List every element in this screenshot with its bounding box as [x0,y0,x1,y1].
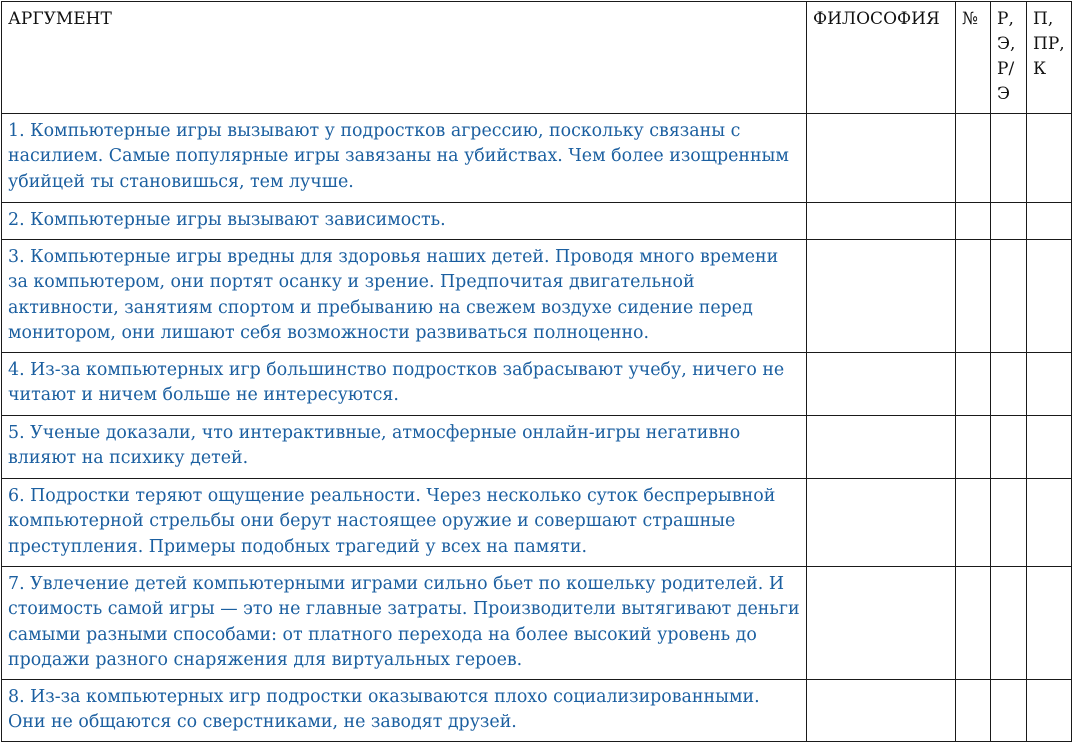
table-row [2,203,1072,240]
argument-cell: 7. Увлечение детей компьютерными играми сильно бьет по кошельку родителей. И стоимость самой игры — это не главные затраты. Производители вытягивают деньги самыми разными способами: от платного перехода на более высокий уровень до продажи разного снаряжения для виртуальных героев. [2,567,807,680]
number-cell[interactable] [956,240,991,353]
table-row [2,680,1072,742]
p-pr-k-cell[interactable] [1027,240,1072,353]
table-row [2,479,1072,567]
header-p-pr-k: П, ПР, К [1027,2,1072,114]
table-row [2,353,1072,416]
argument-cell: 5. Ученые доказали, что интерактивные, атмосферные онлайн-игры негативно влияют на психику детей. [2,416,807,479]
number-cell[interactable] [956,680,991,742]
header-r-e: Р, Э, Р/ Э [991,2,1027,114]
p-pr-k-cell[interactable] [1027,416,1072,479]
r-e-cell[interactable] [991,680,1027,742]
number-cell[interactable] [956,567,991,680]
arguments-table [1,1,1072,742]
p-pr-k-cell[interactable] [1027,203,1072,240]
header-row [2,2,1072,114]
header-argument: АРГУМЕНТ [2,2,807,114]
p-pr-k-cell[interactable] [1027,680,1072,742]
argument-cell: 2. Компьютерные игры вызывают зависимость. [2,203,807,240]
p-pr-k-cell[interactable] [1027,479,1072,567]
number-cell[interactable] [956,479,991,567]
table-row [2,240,1072,353]
philosophy-cell[interactable] [807,203,956,240]
philosophy-cell[interactable] [807,680,956,742]
p-pr-k-cell[interactable] [1027,567,1072,680]
r-e-cell[interactable] [991,479,1027,567]
philosophy-cell[interactable] [807,353,956,416]
r-e-cell[interactable] [991,114,1027,203]
argument-cell: 4. Из-за компьютерных игр большинство подростков забрасывают учебу, ничего не читают и ничем больше не интересуются. [2,353,807,416]
philosophy-cell[interactable] [807,240,956,353]
argument-cell: 6. Подростки теряют ощущение реальности. Через несколько суток беспрерывной компьютерной стрельбы они берут настоящее оружие и совершают страшные преступления. Примеры подобных трагедий у всех на памяти. [2,479,807,567]
r-e-cell[interactable] [991,353,1027,416]
table-row [2,114,1072,203]
philosophy-cell[interactable] [807,479,956,567]
philosophy-cell[interactable] [807,567,956,680]
r-e-cell[interactable] [991,416,1027,479]
table-row [2,567,1072,680]
argument-cell: 3. Компьютерные игры вредны для здоровья наших детей. Проводя много времени за компьютером, они портят осанку и зрение. Предпочитая двигательной активности, занятиям спортом и пребыванию на свежем воздухе сидение перед монитором, они лишают себя возможности развиваться полноценно. [2,240,807,353]
header-philosophy: ФИЛОСОФИЯ [807,2,956,114]
number-cell[interactable] [956,353,991,416]
r-e-cell[interactable] [991,567,1027,680]
p-pr-k-cell[interactable] [1027,353,1072,416]
r-e-cell[interactable] [991,203,1027,240]
philosophy-cell[interactable] [807,416,956,479]
argument-cell: 1. Компьютерные игры вызывают у подростков агрессию, поскольку связаны с насилием. Самые популярные игры завязаны на убийствах. Чем более изощренным убийцей ты становишься, тем лучше. [2,114,807,203]
argument-cell: 8. Из-за компьютерных игр подростки оказываются плохо социализированными. Они не общаются со сверстниками, не заводят друзей. [2,680,807,742]
p-pr-k-cell[interactable] [1027,114,1072,203]
number-cell[interactable] [956,203,991,240]
number-cell[interactable] [956,416,991,479]
r-e-cell[interactable] [991,240,1027,353]
table-row [2,416,1072,479]
number-cell[interactable] [956,114,991,203]
philosophy-cell[interactable] [807,114,956,203]
header-number: № [956,2,991,114]
